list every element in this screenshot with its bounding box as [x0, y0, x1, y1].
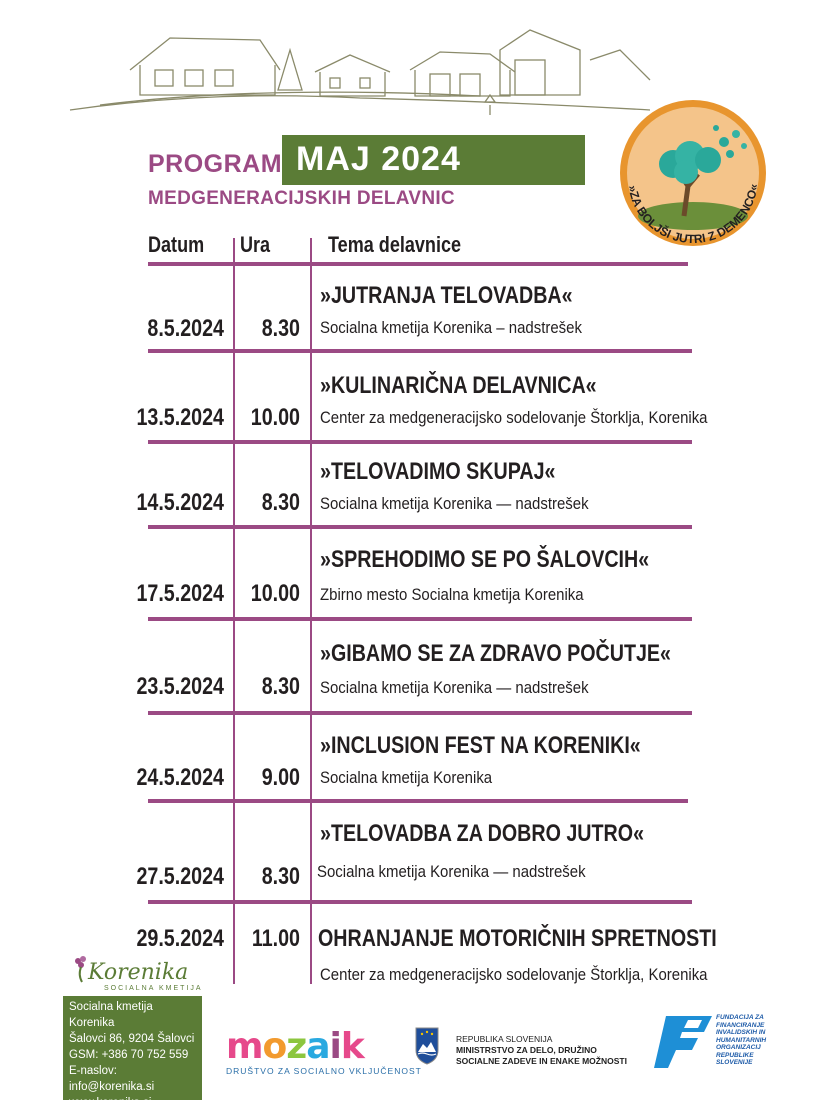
fund-line: FUNDACIJA ZA	[716, 1014, 764, 1021]
fund-text	[716, 1014, 766, 1067]
fund-line: FINANCIRANJE	[716, 1021, 765, 1029]
row-title: OHRANJANJE MOTORIČNIH SPRETNOSTI	[318, 925, 717, 952]
mozaik-logo	[226, 1026, 380, 1066]
row-time: 10.00	[250, 580, 300, 607]
row-separator	[148, 525, 692, 529]
row-time: 8.30	[261, 863, 300, 890]
row-place: Zbirno mesto Socialna kmetija Korenika	[320, 585, 584, 604]
row-place: Center za medgeneracijsko sodelovanje Štorklja, Korenika	[320, 965, 708, 984]
fund-logo-icon	[652, 1012, 716, 1070]
fund-line: SLOVENIJE	[716, 1059, 753, 1066]
dementia-badge-logo	[618, 98, 768, 258]
row-title: »TELOVADBA ZA DOBRO JUTRO«	[320, 820, 645, 847]
ministry-line-3: SOCIALNE ZADEVE IN ENAKE MOŽNOSTI	[456, 1056, 627, 1066]
contact-phone: GSM: +386 70 752 559	[69, 1049, 189, 1061]
mozaik-subtitle: DRUŠTVO ZA SOCIALNO VKLJUČENOST	[226, 1066, 422, 1076]
row-place: Socialna kmetija Korenika – nadstrešek	[320, 318, 582, 337]
contact-address: Šalovci 86, 9204 Šalovci	[69, 1033, 195, 1045]
column-header-time: Ura	[240, 232, 271, 257]
row-title: »KULINARIČNA DELAVNICA«	[320, 372, 597, 399]
fund-line: REPUBLIKE	[716, 1051, 754, 1059]
row-date: 29.5.2024	[136, 925, 224, 952]
fund-line: INVALIDSKIH IN	[716, 1029, 766, 1036]
row-title: »TELOVADIMO SKUPAJ«	[320, 458, 556, 485]
row-separator	[148, 349, 692, 353]
row-separator	[148, 262, 688, 266]
ministry-text	[456, 1034, 627, 1067]
row-place: Socialna kmetija Korenika — nadstrešek	[320, 678, 589, 697]
row-title: »SPREHODIMO SE PO ŠALOVCIH«	[320, 546, 650, 573]
row-place: Center za medgeneracijsko sodelovanje Štorklja, Korenika	[320, 408, 708, 427]
row-date: 8.5.2024	[147, 315, 224, 342]
month-title: MAJ 2024	[296, 140, 461, 178]
row-separator	[148, 711, 692, 715]
ministry-line-2: MINISTRSTVO ZA DELO, DRUŽINO	[456, 1045, 597, 1055]
row-date: 24.5.2024	[136, 764, 224, 791]
column-header-date: Datum	[148, 232, 205, 257]
row-title: »INCLUSION FEST NA KORENIKI«	[320, 732, 641, 759]
fund-line: HUMANITARNIH	[716, 1036, 767, 1044]
row-separator	[148, 440, 692, 444]
row-time: 9.00	[261, 764, 300, 791]
row-time: 8.30	[261, 315, 300, 342]
contact-name: Socialna kmetija Korenika	[69, 1001, 153, 1029]
slovenia-coat-of-arms-icon	[414, 1026, 440, 1066]
row-date: 14.5.2024	[136, 489, 224, 516]
row-separator	[148, 900, 692, 904]
farm-buildings-illustration	[60, 10, 660, 130]
row-place: Socialna kmetija Korenika	[320, 768, 493, 787]
svg-text:mozaik: mozaik	[226, 1026, 364, 1066]
row-time: 8.30	[261, 489, 300, 516]
korenika-logo: Korenika	[88, 960, 189, 985]
badge-text: »ZA BOLJŠI JUTRI Z DEMENCO«	[625, 182, 761, 247]
page-subtitle: MEDGENERACIJSKIH DELAVNIC	[148, 188, 455, 209]
row-place: Socialna kmetija Korenika — nadstrešek	[320, 494, 589, 513]
contact-box	[63, 996, 202, 1109]
row-title: »GIBAMO SE ZA ZDRAVO POČUTJE«	[320, 640, 672, 667]
contact-website: www.korenika.si	[69, 1097, 152, 1109]
row-date: 17.5.2024	[136, 580, 224, 607]
row-title: »JUTRANJA TELOVADBA«	[320, 282, 573, 309]
contact-email: E-naslov: info@korenika.si	[69, 1065, 155, 1093]
row-place: Socialna kmetija Korenika — nadstrešek	[317, 862, 586, 881]
program-label: PROGRAM	[148, 150, 283, 178]
row-date: 13.5.2024	[136, 404, 224, 431]
ministry-line-1: REPUBLIKA SLOVENIJA	[456, 1034, 553, 1044]
korenika-logo-sub: SOCIALNA KMETIJA	[104, 985, 203, 992]
row-date: 23.5.2024	[136, 673, 224, 700]
row-time: 8.30	[261, 673, 300, 700]
row-date: 27.5.2024	[136, 863, 224, 890]
row-time: 10.00	[250, 404, 300, 431]
row-time: 11.00	[251, 925, 300, 952]
row-separator	[148, 799, 688, 803]
column-header-topic: Tema delavnice	[328, 232, 462, 257]
fund-line: ORGANIZACIJ	[716, 1044, 761, 1051]
row-separator	[148, 617, 692, 621]
